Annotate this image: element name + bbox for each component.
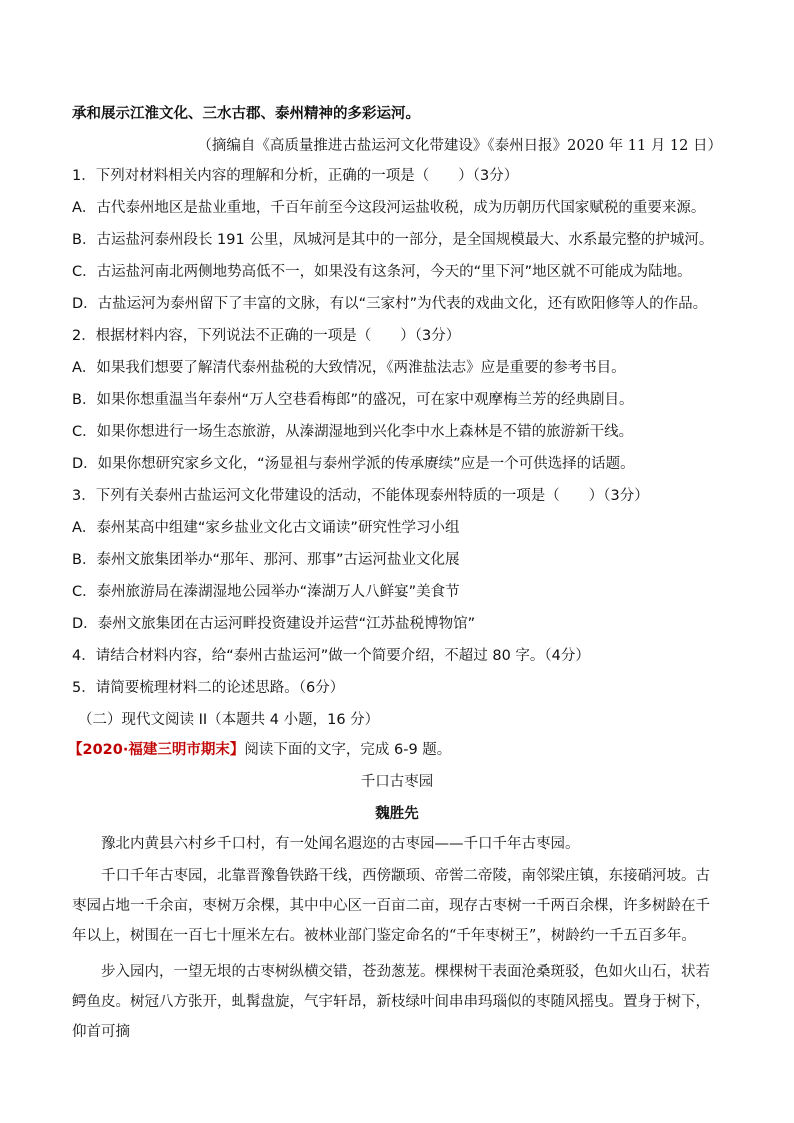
- question-1-stem: 1．下列对材料相关内容的理解和分析，正确的一项是（ ）（3分）: [72, 168, 519, 184]
- question-3-option-c: C．泰州旅游局在溱湖湿地公园举办“溱湖万人八鲜宴”美食节: [72, 584, 460, 600]
- question-1-option-a: A．古代泰州地区是盐业重地，千百年前至今这段河运盐收税，成为历朝历代国家赋税的重要来源。: [72, 200, 706, 216]
- question-2-option-b: B．如果你想重温当年泰州“万人空巷看梅郎”的盛况，可在家中观摩梅兰芳的经典剧目。: [72, 392, 634, 408]
- section-heading: （二）现代文阅读 II（本题共 4 小题，16 分）: [78, 712, 380, 728]
- article-paragraph-3: 步入园内，一望无垠的古枣树纵横交错，苍劲葱茏。棵棵树干表面沧桑斑驳，色如火山石，状若鳄鱼皮。树冠八方张开，虬髯盘旋，气宇轩昂，新枝绿叶间串串玛瑙似的枣随风摇曳。置身于树下，仰首可摘: [72, 964, 710, 1040]
- question-1-option-c: C．古运盐河南北两侧地势高低不一，如果没有这条河，今天的“里下河”地区就不可能成为陆地。: [72, 264, 692, 280]
- article-author: 魏胜先: [375, 805, 419, 822]
- article-title: 千口古枣园: [360, 774, 434, 790]
- citation: （摘编自《高质量推进古盐运河文化带建设》《泰州日报》2020 年 11 月 12 日）: [197, 138, 722, 154]
- question-2-option-c: C．如果你想进行一场生态旅游，从溱湖湿地到兴化李中水上森林是不错的旅游新干线。: [72, 424, 634, 440]
- source-instruction: 阅读下面的文字，完成 6-9 题。: [244, 742, 452, 758]
- question-3-stem: 3．下列有关泰州古盐运河文化带建设的活动，不能体现泰州特质的一项是（ ）（3分）: [72, 488, 649, 504]
- question-2-option-a: A．如果我们想要了解清代泰州盐税的大致情况，《两淮盐法志》应是重要的参考书目。: [72, 360, 626, 376]
- article-paragraph-2: 千口千年古枣园，北靠晋豫鲁铁路干线，西傍颛顼、帝喾二帝陵，南邻梁庄镇，东接硝河坡。古枣园占地一千余亩，枣树万余棵，其中中心区一百亩二亩，现存古枣树一千两百余棵，许多树龄在千年以上，树围在一百七十厘米左右。被林业部门鉴定命名的“千年枣树王”，树龄约一千五百多年。: [72, 868, 710, 944]
- question-3-option-b: B．泰州文旅集团举办“那年、那河、那事”古运河盐业文化展: [72, 552, 460, 568]
- source-line: [68, 740, 718, 760]
- question-2-option-d: D．如果你想研究家乡文化，“汤显祖与泰州学派的传承赓续”应是一个可供选择的话题。: [72, 456, 635, 472]
- question-3-option-a: A．泰州某高中组建“家乡盐业文化古文诵读”研究性学习小组: [72, 520, 460, 536]
- article-paragraph-1: 豫北内黄县六村乡千口村，有一处闻名遐迩的古枣园——千口千年古枣园。: [101, 836, 580, 852]
- question-1-option-b: B．古运盐河泰州段长 191 公里，凤城河是其中的一部分，是全国规模最大、水系最完整的护城河。: [72, 232, 714, 248]
- intro-closing-line: 承和展示江淮文化、三水古郡、泰州精神的多彩运河。: [72, 105, 420, 122]
- question-5: 5．请简要梳理材料二的论述思路。（6分）: [72, 680, 345, 696]
- question-4: 4．请结合材料内容，给“泰州古盐运河”做一个简要介绍，不超过 80 字。（4分）: [72, 648, 590, 664]
- question-3-option-d: D．泰州文旅集团在古运河畔投资建设并运营“江苏盐税博物馆”: [72, 616, 476, 632]
- question-1-option-d: D．古盐运河为泰州留下了丰富的文脉，有以“三家村”为代表的戏曲文化，还有欧阳修等人的作品。: [72, 296, 708, 312]
- question-2-stem: 2．根据材料内容，下列说法不正确的一项是（ ）（3分）: [72, 328, 461, 344]
- source-tag: 【2020·福建三明市期末】: [68, 742, 245, 758]
